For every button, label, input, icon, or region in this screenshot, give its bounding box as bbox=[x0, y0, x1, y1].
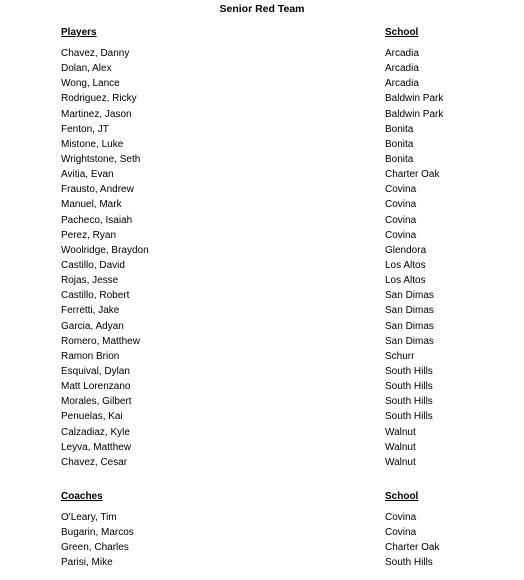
school-cell: Covina bbox=[385, 229, 417, 241]
name-cell: Castillo, Robert bbox=[61, 290, 130, 302]
name-cell: Rojas, Jesse bbox=[61, 275, 119, 287]
school-cell: Glendora bbox=[385, 244, 427, 256]
player-row bbox=[0, 61, 524, 76]
name-cell: Calzadiaz, Kyle bbox=[61, 426, 130, 438]
player-row bbox=[0, 152, 524, 167]
player-row bbox=[0, 303, 524, 318]
name-cell: Garcia, Adyan bbox=[61, 320, 124, 332]
player-row bbox=[0, 288, 524, 303]
players-section bbox=[0, 26, 524, 470]
name-cell: Green, Charles bbox=[61, 542, 129, 554]
name-cell: Woolridge, Braydon bbox=[61, 244, 149, 256]
school-cell: San Dimas bbox=[385, 305, 434, 317]
school-cell: Walnut bbox=[385, 426, 416, 438]
coaches-section bbox=[0, 490, 524, 571]
school-cell: Covina bbox=[385, 199, 417, 211]
name-cell: Wong, Lance bbox=[61, 78, 120, 90]
school-cell: Walnut bbox=[385, 456, 416, 468]
school-cell: San Dimas bbox=[385, 290, 434, 302]
player-row bbox=[0, 440, 524, 455]
player-row bbox=[0, 213, 524, 228]
name-cell: Leyva, Matthew bbox=[61, 441, 132, 453]
name-cell: Dolan, Alex bbox=[61, 63, 112, 75]
player-row bbox=[0, 425, 524, 440]
coaches-column-header: Coaches bbox=[61, 491, 103, 502]
school-cell: South Hills bbox=[385, 396, 433, 408]
player-row bbox=[0, 258, 524, 273]
school-cell: Charter Oak bbox=[385, 169, 440, 181]
name-cell: Parisi, Mike bbox=[61, 557, 113, 569]
name-cell: Fenton, JT bbox=[61, 123, 109, 135]
player-row bbox=[0, 379, 524, 394]
page-title: Senior Red Team bbox=[219, 3, 305, 15]
players-header-row bbox=[0, 26, 524, 46]
player-row bbox=[0, 349, 524, 364]
player-row bbox=[0, 243, 524, 258]
name-cell: Martinez, Jason bbox=[61, 108, 132, 120]
player-row bbox=[0, 334, 524, 349]
player-row bbox=[0, 122, 524, 137]
school-cell: Bonita bbox=[385, 138, 414, 150]
player-row bbox=[0, 319, 524, 334]
name-cell: Chavez, Cesar bbox=[61, 456, 128, 468]
school-cell: Covina bbox=[385, 527, 417, 539]
school-cell: San Dimas bbox=[385, 335, 434, 347]
school-column-header: School bbox=[385, 491, 419, 502]
name-cell: Avitia, Evan bbox=[61, 169, 114, 181]
player-row bbox=[0, 182, 524, 197]
player-row bbox=[0, 76, 524, 91]
name-cell: Romero, Matthew bbox=[61, 335, 140, 347]
name-cell: Perez, Ryan bbox=[61, 229, 117, 241]
school-cell: South Hills bbox=[385, 557, 433, 569]
player-row bbox=[0, 46, 524, 61]
name-cell: Wrightstone, Seth bbox=[61, 153, 141, 165]
name-cell: Bugarin, Marcos bbox=[61, 527, 134, 539]
name-cell: Mistone, Luke bbox=[61, 138, 124, 150]
name-cell: Morales, Gilbert bbox=[61, 396, 132, 408]
coach-row bbox=[0, 540, 524, 555]
name-cell: Ramon Brion bbox=[61, 350, 120, 362]
player-row bbox=[0, 228, 524, 243]
school-cell: Bonita bbox=[385, 153, 414, 165]
school-cell: Arcadia bbox=[385, 78, 419, 90]
name-cell: Matt Lorenzano bbox=[61, 381, 131, 393]
name-cell: Penuelas, Kai bbox=[61, 411, 123, 423]
player-row bbox=[0, 273, 524, 288]
school-column-header: School bbox=[385, 27, 419, 38]
school-cell: San Dimas bbox=[385, 320, 434, 332]
school-cell: Walnut bbox=[385, 441, 416, 453]
name-cell: O'Leary, Tim bbox=[61, 512, 117, 523]
coach-row bbox=[0, 555, 524, 570]
player-row bbox=[0, 409, 524, 424]
school-cell: Covina bbox=[385, 214, 417, 226]
name-cell: Ferretti, Jake bbox=[61, 305, 120, 317]
school-cell: Arcadia bbox=[385, 48, 419, 59]
school-cell: Covina bbox=[385, 184, 417, 196]
coaches-header-row bbox=[0, 490, 524, 510]
school-cell: South Hills bbox=[385, 411, 433, 423]
name-cell: Manuel, Mark bbox=[61, 199, 122, 211]
player-row bbox=[0, 394, 524, 409]
player-row bbox=[0, 197, 524, 212]
coaches-list bbox=[0, 510, 524, 571]
school-cell: South Hills bbox=[385, 381, 433, 393]
school-cell: South Hills bbox=[385, 365, 433, 377]
school-cell: Charter Oak bbox=[385, 542, 440, 554]
coach-row bbox=[0, 525, 524, 540]
player-row bbox=[0, 91, 524, 106]
school-cell: Los Altos bbox=[385, 259, 426, 271]
player-row bbox=[0, 137, 524, 152]
school-cell: Bonita bbox=[385, 123, 414, 135]
school-cell: Arcadia bbox=[385, 63, 419, 75]
name-cell: Esquival, Dylan bbox=[61, 365, 130, 377]
school-cell: Los Altos bbox=[385, 275, 426, 287]
name-cell: Chavez, Danny bbox=[61, 48, 130, 59]
name-cell: Pacheco, Isaiah bbox=[61, 214, 133, 226]
name-cell: Castillo, David bbox=[61, 259, 125, 271]
coach-row bbox=[0, 510, 524, 525]
school-cell: Schurr bbox=[385, 350, 415, 362]
player-row bbox=[0, 455, 524, 470]
players-column-header: Players bbox=[61, 27, 97, 38]
school-cell: Baldwin Park bbox=[385, 108, 444, 120]
player-row bbox=[0, 167, 524, 182]
school-cell: Baldwin Park bbox=[385, 93, 444, 105]
school-cell: Covina bbox=[385, 512, 417, 523]
name-cell: Frausto, Andrew bbox=[61, 184, 134, 196]
player-row bbox=[0, 107, 524, 122]
name-cell: Rodriguez, Ricky bbox=[61, 93, 137, 105]
player-row bbox=[0, 364, 524, 379]
players-list bbox=[0, 46, 524, 470]
